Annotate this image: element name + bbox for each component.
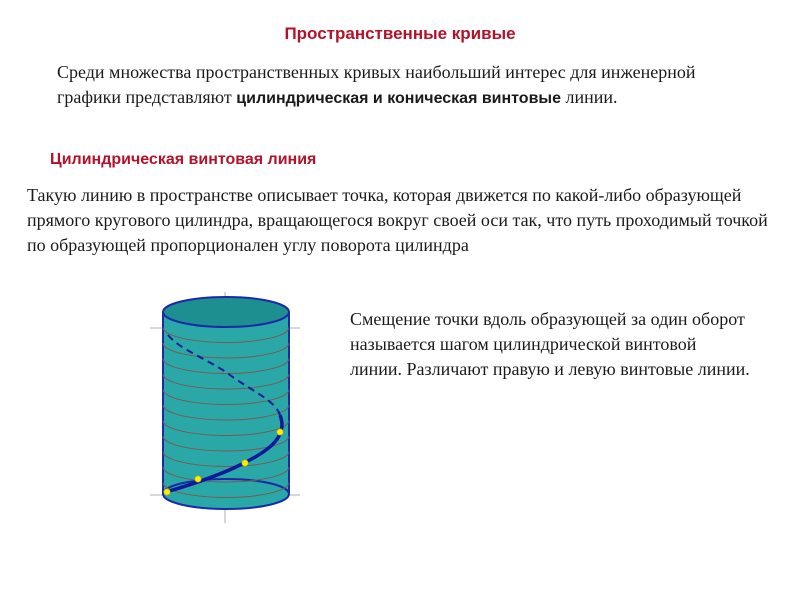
definition-paragraph: Такую линию в пространстве описывает точка, которая движется по какой-либо образующей прямого кругового цилиндра, вращающегося вокруг своей оси так, что путь проходимый точкой по образующей пропорционален углу поворота цилиндра xyxy=(27,185,768,255)
helix-point xyxy=(195,476,201,482)
cylinder-helix-illustration xyxy=(150,290,300,525)
helix-point xyxy=(164,489,170,495)
intro-text-end: линии. xyxy=(560,87,618,107)
cylinder-top-ellipse xyxy=(163,297,289,327)
helix-point xyxy=(277,429,283,435)
intro-bold-terms: цилиндрическая и коническая винтовые xyxy=(236,90,561,107)
helix-point xyxy=(242,460,248,466)
page-title: Пространственные кривые xyxy=(284,24,516,43)
intro-text-start: Среди множества пространственных кривых наибольший интерес для инженерной графики представляют xyxy=(57,62,696,107)
section-subtitle: Цилиндрическая винтовая линия xyxy=(50,151,317,168)
cylinder-helix-figure xyxy=(150,290,300,525)
pitch-description: Смещение точки вдоль образующей за один оборот называется шагом цилиндрической винтовой линии. Различают правую и левую винтовые линии. xyxy=(350,309,750,379)
intro-paragraph xyxy=(57,60,747,111)
cylinder-bottom-ellipse xyxy=(163,479,289,509)
